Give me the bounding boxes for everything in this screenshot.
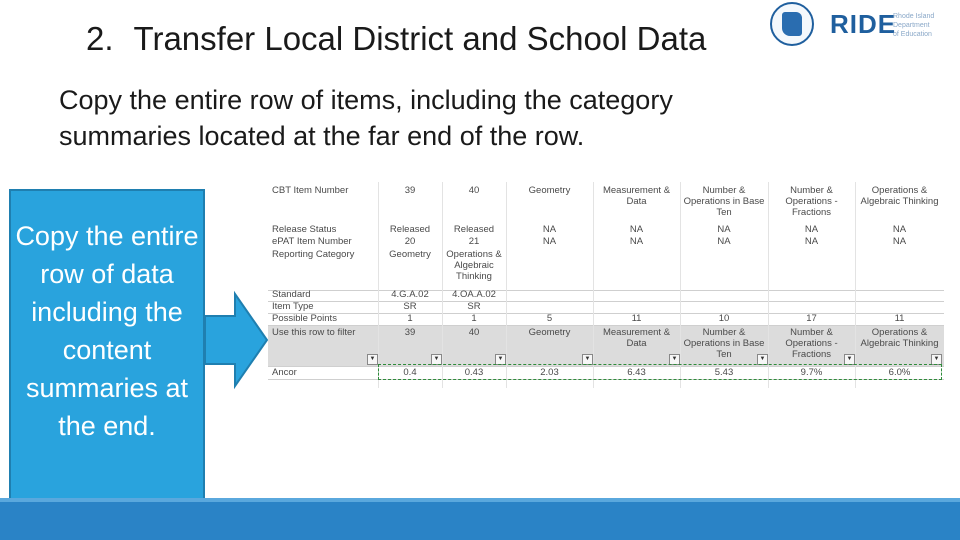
- data-row[interactable]: Ancor 0.4 0.43 2.03 6.43 5.43 9.7% 6.0%: [272, 367, 911, 378]
- filter-dropdown-icon[interactable]: ▼: [367, 354, 378, 365]
- item-type-row: Item Type SR SR: [272, 301, 481, 312]
- standard-row: Standard 4.G.A.02 4.OA.A.02: [272, 289, 496, 300]
- copy-selection-marquee: [378, 364, 942, 380]
- reporting-category-row: Reporting Category Geometry Operations & Algebraic Thinking: [272, 249, 502, 282]
- filter-dropdown-icon[interactable]: ▼: [757, 354, 768, 365]
- filter-dropdown-icon[interactable]: ▼: [844, 354, 855, 365]
- title-number: 2.: [86, 20, 114, 57]
- release-status-row: Release Status Released Released NA NA NA NA NA: [272, 224, 907, 235]
- rhode-island-seal-icon: [770, 2, 814, 46]
- slide-title: [86, 20, 706, 58]
- filter-dropdown-icon[interactable]: ▼: [669, 354, 680, 365]
- header-cell: Number & Operations in Base Ten: [683, 185, 765, 218]
- filter-row[interactable]: Use this row to filter 39 40 Geometry Measurement & Data Number & Operations in Base Ten Number & Operations - Fractions Operations & Algebraic Thinking: [272, 327, 939, 360]
- ride-logo: [770, 2, 940, 46]
- header-cell: 39: [404, 185, 416, 196]
- logo-wordmark: RIDE: [830, 9, 897, 39]
- filter-dropdown-icon[interactable]: ▼: [431, 354, 442, 365]
- arrow-icon: [205, 290, 269, 390]
- filter-dropdown-icon[interactable]: ▼: [582, 354, 593, 365]
- spreadsheet[interactable]: [268, 182, 944, 388]
- row-label: CBT Item Number: [272, 185, 349, 196]
- callout-box: Copy the entire row of data including the content summaries at the end.: [9, 189, 205, 501]
- header-cell: Operations & Algebraic Thinking: [860, 185, 939, 207]
- header-cell: Number & Operations - Fractions: [785, 185, 838, 218]
- header-cell: 40: [468, 185, 480, 196]
- title-text: Transfer Local District and School Data: [133, 20, 707, 57]
- header-cell: Measurement & Data: [602, 185, 671, 207]
- slide-subtitle: Copy the entire row of items, including the category summaries located at the far end of the row.: [59, 85, 673, 151]
- header-cell: Geometry: [528, 185, 571, 196]
- footer-band: [0, 498, 960, 540]
- filter-dropdown-icon[interactable]: ▼: [931, 354, 942, 365]
- epat-item-row: ePAT Item Number 20 21 NA NA NA NA NA: [272, 236, 907, 247]
- header-row: [268, 185, 944, 221]
- possible-points-row: Possible Points 1 1 5 11 10 17 11: [272, 313, 905, 324]
- logo-subtext: Rhode Island Department of Education: [893, 13, 935, 38]
- filter-dropdown-icon[interactable]: ▼: [495, 354, 506, 365]
